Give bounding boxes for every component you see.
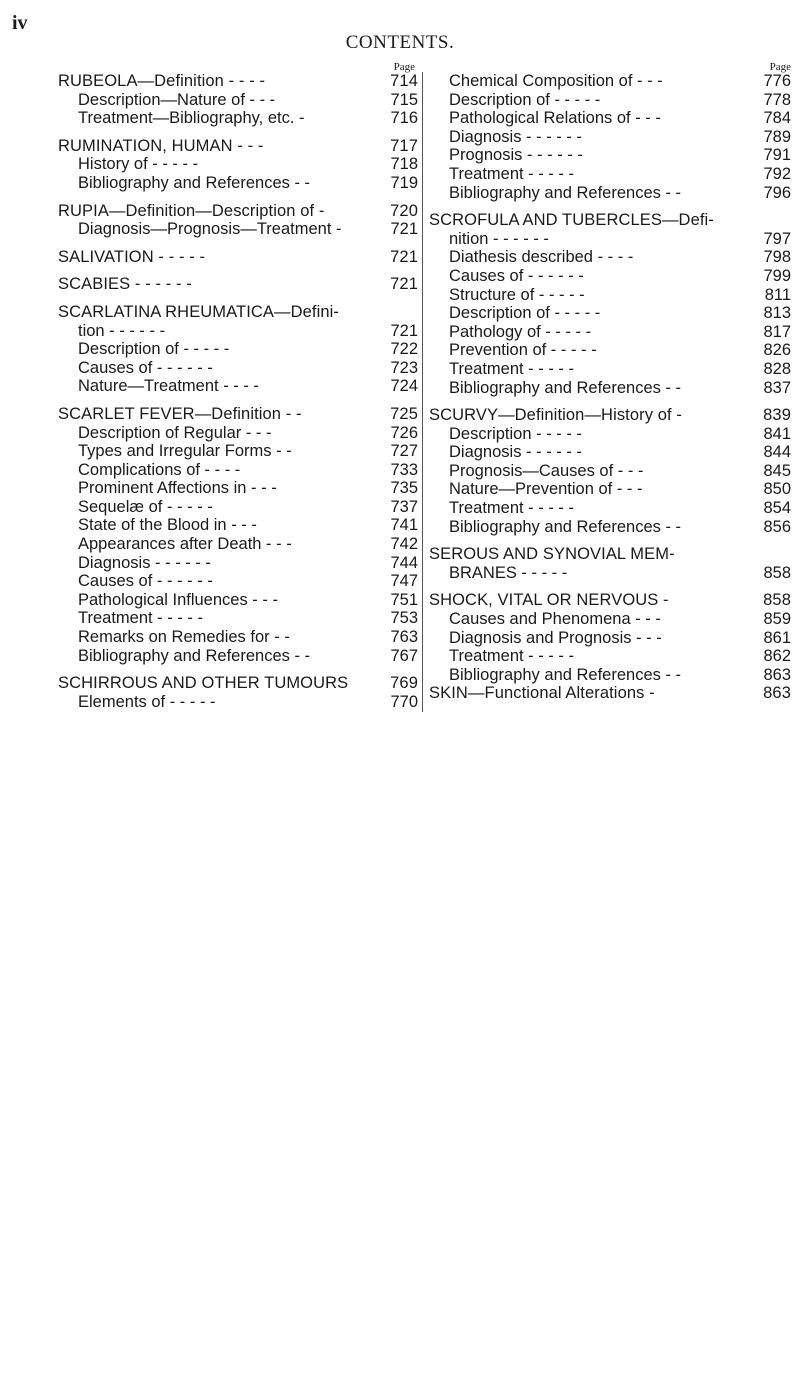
toc-entry-title: Description—Nature of - - - xyxy=(78,90,276,109)
toc-entry xyxy=(429,341,791,360)
toc-entry-page: 725 xyxy=(390,404,418,423)
toc-entry-title: SKIN—Functional Alterations - xyxy=(429,684,655,703)
toc-entry xyxy=(429,91,791,110)
toc-entry xyxy=(58,554,418,573)
toc-entry-title: SEROUS AND SYNOVIAL MEM- xyxy=(429,545,675,564)
toc-entry-page: 724 xyxy=(390,377,418,396)
toc-entry xyxy=(429,128,791,147)
toc-entry-page: 715 xyxy=(390,90,418,109)
toc-entry-title: Description of - - - - - xyxy=(449,304,601,323)
toc-entry xyxy=(429,267,791,286)
toc-entry xyxy=(58,377,418,396)
toc-entry xyxy=(58,275,418,294)
toc-entry xyxy=(58,220,418,239)
toc-entry-page: 770 xyxy=(390,692,418,711)
page-number: iv xyxy=(12,12,28,34)
page-column-label: Page xyxy=(769,61,791,73)
toc-entry xyxy=(58,202,418,221)
toc-entry-page: 718 xyxy=(390,155,418,174)
toc-entry-title: SALIVATION - - - - - xyxy=(58,247,206,266)
toc-entry-page: 784 xyxy=(763,109,791,128)
toc-entry xyxy=(58,109,418,128)
toc-entry-page: 826 xyxy=(763,341,791,360)
toc-entry-page: 858 xyxy=(763,591,791,610)
toc-entry xyxy=(58,516,418,535)
toc-entry-title: BRANES - - - - - xyxy=(449,563,568,582)
toc-entry-page: 854 xyxy=(763,499,791,518)
toc-entry-title: Diagnosis - - - - - - xyxy=(449,443,582,462)
toc-entry-page: 817 xyxy=(763,322,791,341)
toc-entry-title: Description - - - - - xyxy=(449,424,582,443)
toc-entry-title: Diagnosis - - - - - - xyxy=(78,553,211,572)
toc-entry-title: SCURVY—Definition—History of - xyxy=(429,406,683,425)
toc-entry-title: Bibliography and References - - xyxy=(78,646,311,665)
toc-entry xyxy=(58,359,418,378)
toc-entry-title: Remarks on Remedies for - - xyxy=(78,628,290,647)
toc-entry xyxy=(58,91,418,110)
toc-entry xyxy=(429,109,791,128)
toc-entry xyxy=(58,572,418,591)
toc-entry-page: 721 xyxy=(390,247,418,266)
toc-entry-title: Pathological Influences - - - xyxy=(78,590,278,609)
toc-entry xyxy=(58,303,418,322)
toc-entry-title: Sequelæ of - - - - - xyxy=(78,497,213,516)
toc-entry-page: 723 xyxy=(390,358,418,377)
toc-entry-page: 719 xyxy=(390,173,418,192)
toc-entry-title: Nature—Prevention of - - - xyxy=(449,480,643,499)
toc-entry-title: Diagnosis - - - - - - xyxy=(449,127,582,146)
toc-entry xyxy=(429,248,791,267)
toc-entry-page: 767 xyxy=(390,646,418,665)
toc-entry-title: Pathological Relations of - - - xyxy=(449,109,661,128)
toc-entry xyxy=(429,304,791,323)
toc-entry xyxy=(58,322,418,341)
toc-entry xyxy=(429,406,791,425)
toc-entry-title: Types and Irregular Forms - - xyxy=(78,442,292,461)
toc-entry-title: Bibliography and References - - xyxy=(78,173,311,192)
toc-entry-page: 747 xyxy=(390,572,418,591)
toc-entry xyxy=(58,628,418,647)
toc-entry xyxy=(58,340,418,359)
toc-entry-title: Description of Regular - - - xyxy=(78,423,272,442)
toc-entry-title: Treatment - - - - - xyxy=(449,499,574,518)
toc-entry xyxy=(429,564,791,583)
toc-entry xyxy=(429,72,791,91)
toc-entry-title: Bibliography and References - - xyxy=(449,378,682,397)
toc-entry xyxy=(58,424,418,443)
toc-entry-title: History of - - - - - xyxy=(78,155,199,174)
toc-entry xyxy=(58,498,418,517)
toc-entry-title: Treatment - - - - - xyxy=(449,647,574,666)
toc-entry-title: Diathesis described - - - - xyxy=(449,248,634,267)
toc-entry-page: 850 xyxy=(763,480,791,499)
toc-entry-page: 844 xyxy=(763,443,791,462)
toc-entry-title: Appearances after Death - - - xyxy=(78,535,292,554)
toc-entry-page: 753 xyxy=(390,609,418,628)
toc-entry-page: 727 xyxy=(390,442,418,461)
toc-entry-page: 722 xyxy=(390,340,418,359)
toc-entry-page: 863 xyxy=(763,684,791,703)
toc-entry-title: tion - - - - - - xyxy=(78,321,166,340)
toc-entry xyxy=(58,442,418,461)
toc-entry xyxy=(429,443,791,462)
toc-entry-page: 733 xyxy=(390,460,418,479)
toc-entry xyxy=(58,535,418,554)
toc-entry xyxy=(429,545,791,564)
toc-entry-title: State of the Blood in - - - xyxy=(78,516,257,535)
toc-entry-page: 741 xyxy=(390,516,418,535)
toc-entry xyxy=(429,286,791,305)
toc-entry-title: Bibliography and References - - xyxy=(449,517,682,536)
toc-entry xyxy=(429,379,791,398)
toc-entry xyxy=(429,610,791,629)
toc-entry-page: 811 xyxy=(764,285,791,304)
toc-entry-page: 845 xyxy=(763,461,791,480)
toc-entry-page: 862 xyxy=(763,647,791,666)
toc-entry-title: RUMINATION, HUMAN - - - xyxy=(58,136,264,155)
toc-entry-page: 751 xyxy=(390,590,418,609)
toc-entry-title: Treatment—Bibliography, etc. - xyxy=(78,109,305,128)
page-column-label: Page xyxy=(393,61,415,73)
toc-entry xyxy=(58,137,418,156)
toc-entry-page: 813 xyxy=(763,304,791,323)
contents-right-column xyxy=(429,62,791,703)
toc-entry xyxy=(429,591,791,610)
toc-entry-title: Chemical Composition of - - - xyxy=(449,72,663,90)
toc-entry-title: Prevention of - - - - - xyxy=(449,341,597,360)
toc-entry-title: SCABIES - - - - - - xyxy=(58,275,192,294)
toc-entry-title: Complications of - - - - xyxy=(78,460,241,479)
toc-entry-title: Treatment - - - - - xyxy=(78,609,203,628)
toc-entry-title: Prominent Affections in - - - xyxy=(78,479,277,498)
toc-entry-page: 778 xyxy=(763,90,791,109)
toc-entry-title: RUPIA—Definition—Description of - xyxy=(58,201,325,220)
toc-entry xyxy=(58,248,418,267)
toc-entry-page: 791 xyxy=(763,146,791,165)
toc-entry-page: 720 xyxy=(390,201,418,220)
toc-entry-page: 859 xyxy=(763,610,791,629)
toc-entry-page: 856 xyxy=(763,517,791,536)
toc-entry-page: 792 xyxy=(763,164,791,183)
toc-entry-page: 776 xyxy=(763,72,791,90)
toc-entry xyxy=(429,666,791,685)
toc-entry-page: 716 xyxy=(390,109,418,128)
toc-entry xyxy=(429,518,791,537)
toc-entry-title: SCARLET FEVER—Definition - - xyxy=(58,404,302,423)
toc-entry-page: 769 xyxy=(390,674,418,693)
toc-entry xyxy=(58,174,418,193)
running-title: CONTENTS. xyxy=(345,32,455,53)
page-header xyxy=(0,6,800,53)
toc-entry xyxy=(429,499,791,518)
toc-entry xyxy=(58,155,418,174)
toc-entry xyxy=(58,72,418,91)
toc-entry-page: 721 xyxy=(390,275,418,294)
toc-entry-page: 737 xyxy=(390,497,418,516)
toc-entry-title: Bibliography and References - - xyxy=(449,665,682,684)
toc-entry-page: 861 xyxy=(763,628,791,647)
toc-entry-page: 858 xyxy=(763,563,791,582)
toc-entry-title: SCROFULA AND TUBERCLES—Defi- xyxy=(429,211,714,230)
toc-entry xyxy=(429,480,791,499)
toc-entry xyxy=(58,479,418,498)
toc-entry-page: 721 xyxy=(390,220,418,239)
toc-entry-page: 839 xyxy=(763,406,791,425)
toc-entry-title: Diagnosis—Prognosis—Treatment - xyxy=(78,220,342,239)
toc-entry-page: 798 xyxy=(763,248,791,267)
toc-entry-page: 726 xyxy=(390,423,418,442)
toc-entry-page: 721 xyxy=(390,321,418,340)
toc-entry-page: 717 xyxy=(390,136,418,155)
toc-entry xyxy=(58,609,418,628)
toc-entry-page: 841 xyxy=(763,424,791,443)
toc-entry xyxy=(58,693,418,712)
toc-entry xyxy=(429,462,791,481)
toc-entry xyxy=(429,647,791,666)
toc-entry xyxy=(58,591,418,610)
toc-entry-page: 863 xyxy=(763,665,791,684)
toc-entry xyxy=(58,405,418,424)
toc-entry-title: SHOCK, VITAL OR NERVOUS - xyxy=(429,591,669,610)
toc-entry xyxy=(429,629,791,648)
toc-entry xyxy=(429,146,791,165)
toc-entry-page: 735 xyxy=(390,479,418,498)
toc-entry-page: 742 xyxy=(390,535,418,554)
toc-entry-title: Bibliography and References - - xyxy=(449,183,682,202)
toc-entry xyxy=(58,647,418,666)
toc-entry-title: Treatment - - - - - xyxy=(449,359,574,378)
toc-entry-title: SCHIRROUS AND OTHER TUMOURS xyxy=(58,674,349,693)
toc-entry-title: Nature—Treatment - - - - xyxy=(78,377,259,396)
toc-entry xyxy=(429,184,791,203)
toc-entry-page: 744 xyxy=(390,553,418,572)
toc-entry-page: 763 xyxy=(390,628,418,647)
toc-entry xyxy=(429,165,791,184)
toc-entry xyxy=(58,461,418,480)
toc-entry-title: Treatment - - - - - xyxy=(449,164,574,183)
toc-entry-title: Elements of - - - - - xyxy=(78,692,216,711)
toc-entry xyxy=(58,674,418,693)
toc-entry-page: 799 xyxy=(763,266,791,285)
toc-entry-title: Causes of - - - - - - xyxy=(449,266,584,285)
toc-entry-title: Pathology of - - - - - xyxy=(449,322,592,341)
toc-entry-page: 797 xyxy=(763,229,791,248)
toc-entry xyxy=(429,425,791,444)
toc-entry xyxy=(429,360,791,379)
toc-entry xyxy=(429,211,791,230)
toc-entry-title: Prognosis—Causes of - - - xyxy=(449,461,644,480)
toc-entry xyxy=(429,230,791,249)
toc-entry-page: 796 xyxy=(763,183,791,202)
column-divider xyxy=(422,72,423,712)
toc-entry-page: 837 xyxy=(763,378,791,397)
toc-entry-title: Description of - - - - - xyxy=(449,90,601,109)
toc-entry-title: Description of - - - - - xyxy=(78,340,230,359)
toc-entry xyxy=(429,323,791,342)
toc-entry-title: SCARLATINA RHEUMATICA—Defini- xyxy=(58,302,339,321)
toc-entry-page: 789 xyxy=(763,127,791,146)
toc-entry xyxy=(429,684,791,703)
toc-entry-title: Causes of - - - - - - xyxy=(78,358,213,377)
toc-entry-title: Structure of - - - - - xyxy=(449,285,585,304)
toc-entry-title: RUBEOLA—Definition - - - - xyxy=(58,72,266,90)
toc-entry-page: 714 xyxy=(390,72,418,90)
toc-entry-title: Causes and Phenomena - - - xyxy=(449,610,661,629)
toc-entry-title: Causes of - - - - - - xyxy=(78,572,213,591)
contents-left-column xyxy=(58,62,418,711)
toc-entry-page: 828 xyxy=(763,359,791,378)
toc-entry-title: nition - - - - - - xyxy=(449,229,549,248)
toc-entry-title: Prognosis - - - - - - xyxy=(449,146,583,165)
toc-entry-title: Diagnosis and Prognosis - - - xyxy=(449,628,662,647)
